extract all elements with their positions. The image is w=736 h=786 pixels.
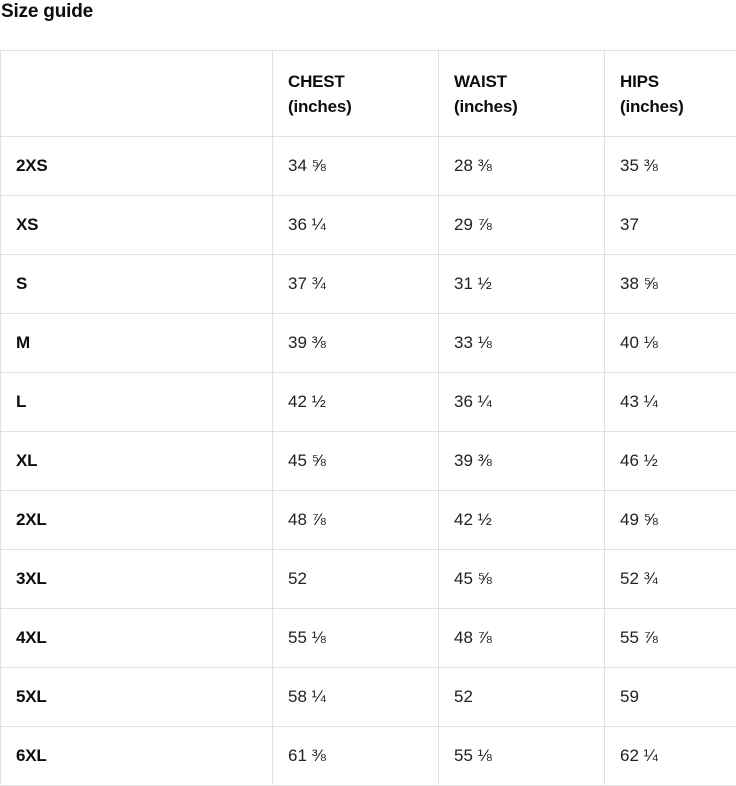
hips-value-cell: 46 ½	[605, 432, 736, 491]
hips-value-cell: 37	[605, 196, 736, 255]
waist-value-cell: 39 ⅜	[439, 432, 605, 491]
table-row	[1, 609, 736, 668]
waist-column-label: WAIST	[454, 71, 507, 91]
size-guide-table	[0, 50, 736, 786]
waist-value-cell: 48 ⅞	[439, 609, 605, 668]
chest-value-cell: 36 ¼	[273, 196, 439, 255]
size-label-cell: L	[1, 373, 273, 432]
waist-value-cell: 31 ½	[439, 255, 605, 314]
hips-value-cell: 62 ¼	[605, 727, 736, 786]
waist-value-cell: 42 ½	[439, 491, 605, 550]
page-title: Size guide	[1, 1, 93, 22]
column-header-waist	[439, 51, 605, 137]
chest-column-label: CHEST	[288, 71, 345, 91]
hips-value-cell: 52 ¾	[605, 550, 736, 609]
table-row	[1, 432, 736, 491]
chest-value-cell: 39 ⅜	[273, 314, 439, 373]
hips-value-cell: 35 ⅜	[605, 137, 736, 196]
empty-corner-cell	[1, 51, 273, 137]
column-header-chest	[273, 51, 439, 137]
chest-value-cell: 37 ¾	[273, 255, 439, 314]
table-row	[1, 255, 736, 314]
size-label-cell: 4XL	[1, 609, 273, 668]
table-row	[1, 491, 736, 550]
table-row	[1, 196, 736, 255]
size-label-cell: 2XL	[1, 491, 273, 550]
waist-value-cell: 45 ⅝	[439, 550, 605, 609]
hips-value-cell: 55 ⅞	[605, 609, 736, 668]
waist-value-cell: 29 ⅞	[439, 196, 605, 255]
chest-column-unit: (inches)	[288, 96, 352, 116]
size-table-header	[1, 51, 736, 137]
waist-value-cell: 52	[439, 668, 605, 727]
hips-column-label: HIPS	[620, 71, 659, 91]
size-label-cell: XS	[1, 196, 273, 255]
table-header-row	[1, 51, 736, 137]
waist-column-unit: (inches)	[454, 96, 518, 116]
waist-value-cell: 28 ⅜	[439, 137, 605, 196]
table-row	[1, 727, 736, 786]
hips-value-cell: 59	[605, 668, 736, 727]
size-label-cell: 5XL	[1, 668, 273, 727]
chest-value-cell: 45 ⅝	[273, 432, 439, 491]
chest-value-cell: 48 ⅞	[273, 491, 439, 550]
chest-value-cell: 42 ½	[273, 373, 439, 432]
waist-value-cell: 55 ⅛	[439, 727, 605, 786]
chest-value-cell: 61 ⅜	[273, 727, 439, 786]
size-label-cell: XL	[1, 432, 273, 491]
size-label-cell: 2XS	[1, 137, 273, 196]
hips-value-cell: 49 ⅝	[605, 491, 736, 550]
size-table-body	[1, 137, 736, 786]
hips-value-cell: 43 ¼	[605, 373, 736, 432]
chest-value-cell: 58 ¼	[273, 668, 439, 727]
table-row	[1, 550, 736, 609]
chest-value-cell: 52	[273, 550, 439, 609]
hips-column-unit: (inches)	[620, 96, 684, 116]
size-label-cell: 3XL	[1, 550, 273, 609]
table-row	[1, 137, 736, 196]
size-label-cell: S	[1, 255, 273, 314]
waist-value-cell: 33 ⅛	[439, 314, 605, 373]
table-row	[1, 314, 736, 373]
hips-value-cell: 40 ⅛	[605, 314, 736, 373]
size-label-cell: 6XL	[1, 727, 273, 786]
column-header-hips	[605, 51, 736, 137]
table-row	[1, 668, 736, 727]
table-row	[1, 373, 736, 432]
waist-value-cell: 36 ¼	[439, 373, 605, 432]
size-label-cell: M	[1, 314, 273, 373]
chest-value-cell: 34 ⅝	[273, 137, 439, 196]
hips-value-cell: 38 ⅝	[605, 255, 736, 314]
chest-value-cell: 55 ⅛	[273, 609, 439, 668]
